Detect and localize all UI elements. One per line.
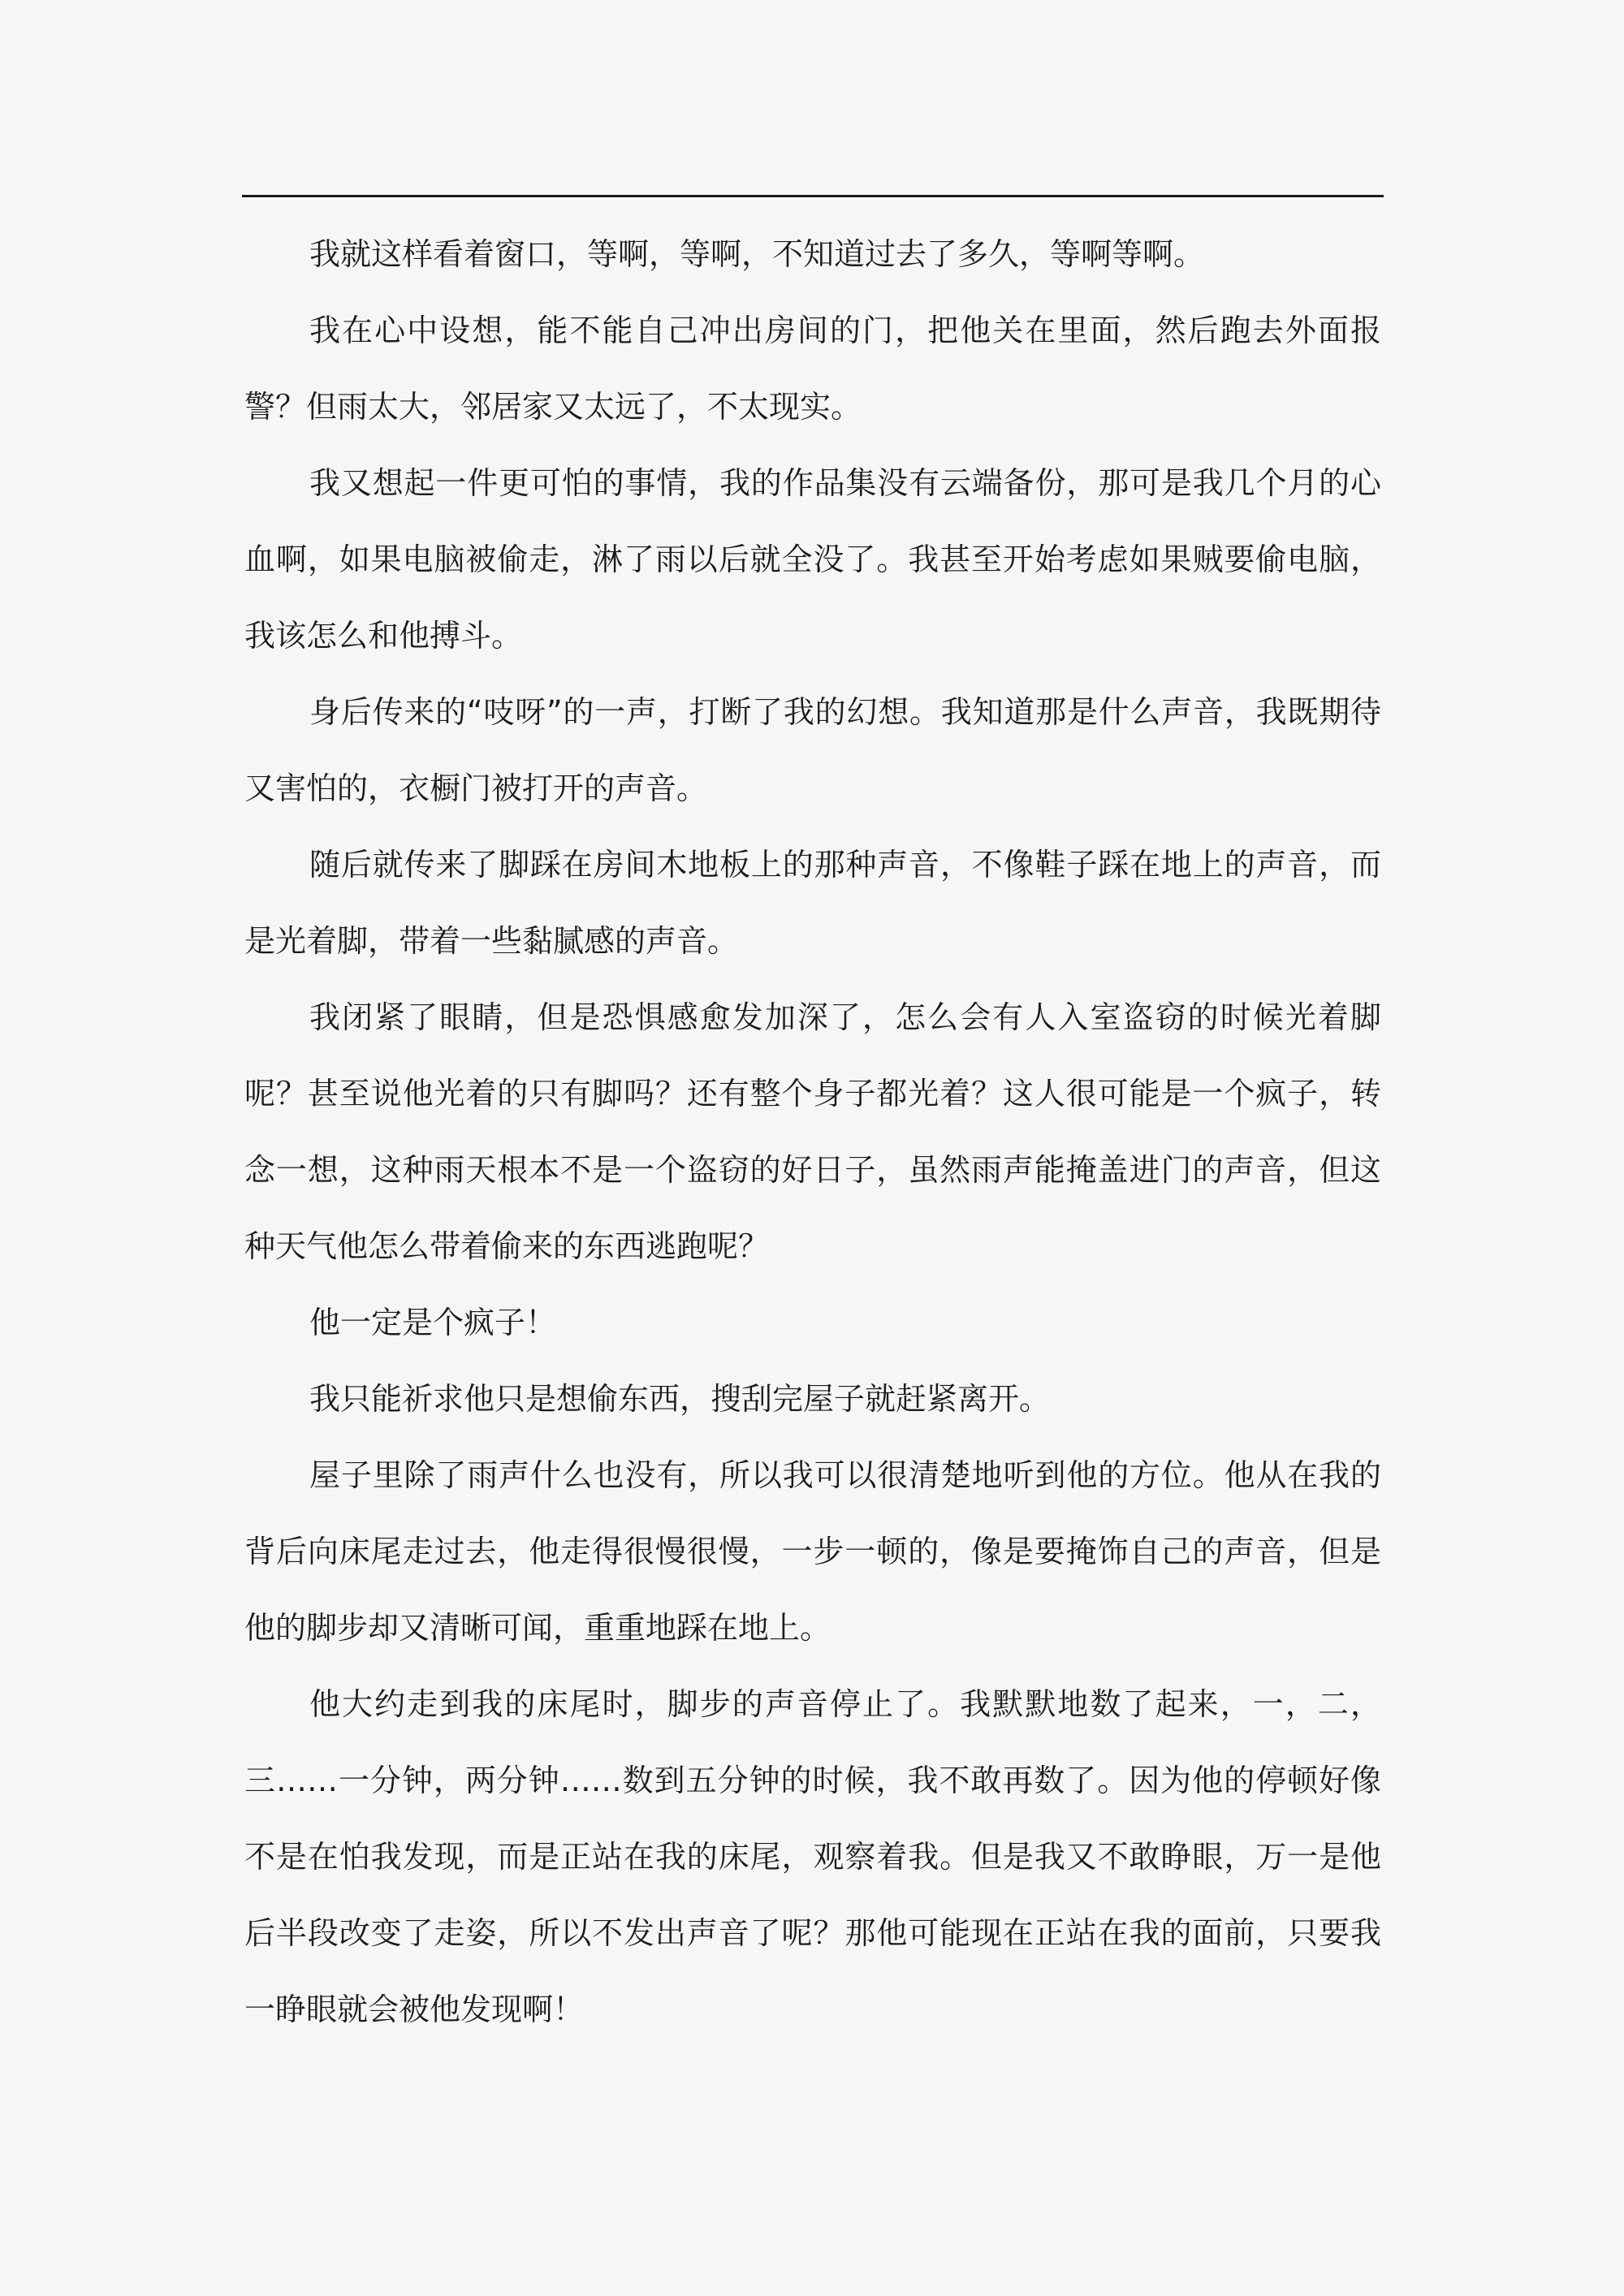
paragraph: 屋子里除了雨声什么也没有，所以我可以很清楚地听到他的方位。他从在我的背后向床尾走过去，他走得很慢很慢，一步一顿的，像是要掩饰自己的声音，但是他的脚步却又清晰可闻，重重地踩在地上。 [244, 1457, 1381, 1646]
paragraph: 我又想起一件更可怕的事情，我的作品集没有云端备份，那可是我几个月的心血啊，如果电脑被偷走，淋了雨以后就全没了。我甚至开始考虑如果贼要偷电脑，我该怎么和他搏斗。 [244, 465, 1381, 654]
document-body [244, 216, 1381, 2048]
paragraph: 我在心中设想，能不能自己冲出房间的门，把他关在里面，然后跑去外面报警？但雨太大，邻居家又太远了，不太现实。 [244, 313, 1381, 425]
paragraph: 我只能祈求他只是想偷东西，搜刮完屋子就赶紧离开。 [309, 1381, 1051, 1417]
paragraph: 他大约走到我的床尾时，脚步的声音停止了。我默默地数了起来，一，二，三……一分钟，两分钟……数到五分钟的时候，我不敢再数了。因为他的停顿好像不是在怕我发现，而是正站在我的床尾，观察着我。但是我又不敢睁眼，万一是他后半段改变了走姿，所以不发出声音了呢？那他可能现在正站在我的面前，只要我一睁眼就会被他发现啊！ [244, 1686, 1381, 2027]
paragraph: 他一定是个疯子！ [309, 1305, 557, 1340]
paragraph: 身后传来的“吱呀”的一声，打断了我的幻想。我知道那是什么声音，我既期待又害怕的，衣橱门被打开的声音。 [244, 694, 1381, 806]
header-rule [242, 195, 1384, 197]
paragraph: 我闭紧了眼睛，但是恐惧感愈发加深了，怎么会有人入室盗窃的时候光着脚呢？甚至说他光着的只有脚吗？还有整个身子都光着？这人很可能是一个疯子，转念一想，这种雨天根本不是一个盗窃的好日子，虽然雨声能掩盖进门的声音，但这种天气他怎么带着偷来的东西逃跑呢？ [244, 999, 1381, 1264]
paragraph: 我就这样看着窗口，等啊，等啊，不知道过去了多久，等啊等啊。 [309, 236, 1205, 272]
paragraph: 随后就传来了脚踩在房间木地板上的那种声音，不像鞋子踩在地上的声音，而是光着脚，带着一些黏腻感的声音。 [244, 847, 1381, 959]
